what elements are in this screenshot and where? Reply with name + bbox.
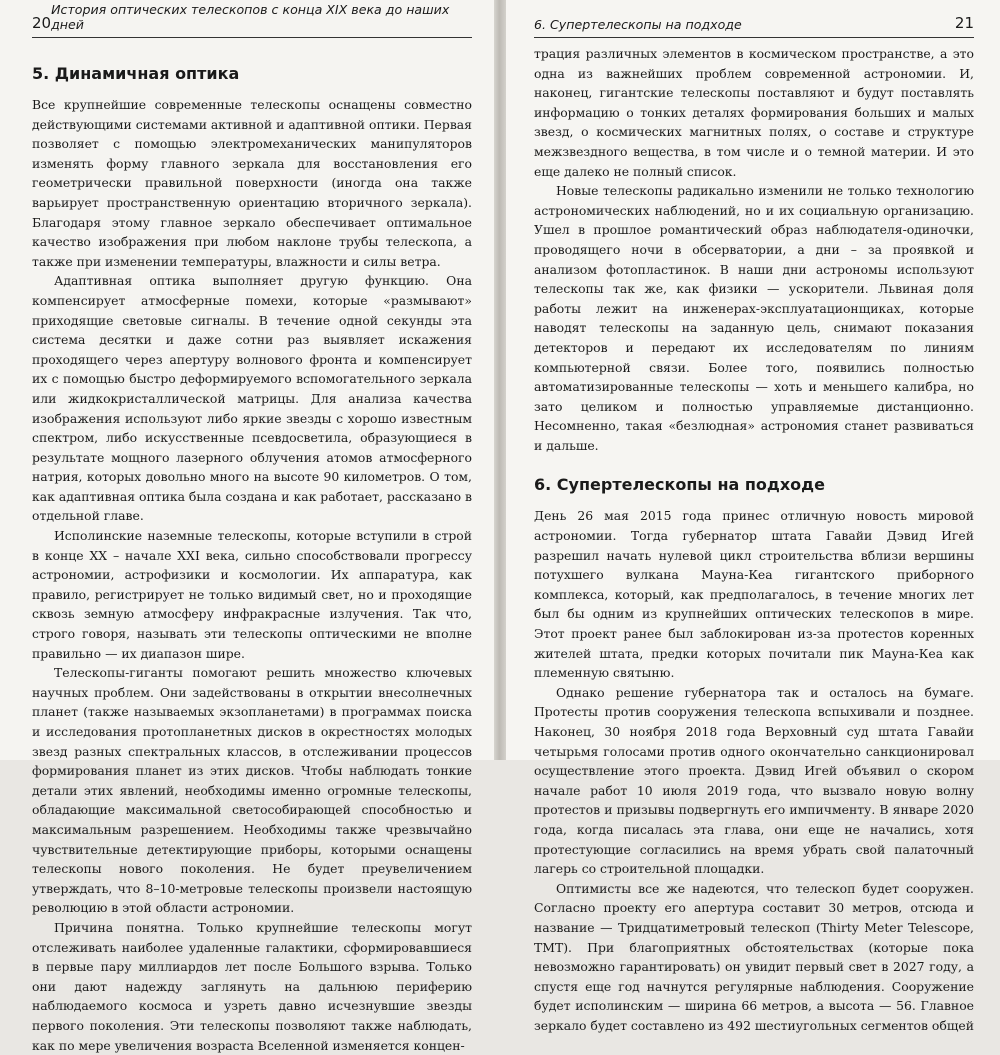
section-heading-5: 5. Динамичная оптика [32, 64, 240, 83]
right-page [506, 0, 1000, 1033]
right-page-number: 21 [954, 14, 974, 32]
left-running-head [32, 0, 472, 38]
book-gutter [494, 0, 506, 760]
right-running-head [534, 0, 974, 38]
right-paragraph: Оптимисты все же надеются, что телескоп будет сооружен. Согласно проекту его апертура составит 30 метров, отсюда и название — Тридцатиметровый телескоп (Thirty Meter Telescope, TMT). При благоприятных обстоятельствах (которые пока невозможно гарантировать) он увидит первый свет в 2027 году, а спустя еще год начнутся регулярные наблюдения. Сооружение будет исполинским — ширина 66 метров, а высота — 56. Главное зеркало будет составлено из 492 шестиугольных сегментов общей [534, 880, 974, 1033]
right-paragraph: День 26 мая 2015 года принес отличную новость мировой астрономии. Тогда губернатор штата Гавайи Дэвид Игей разрешил начать нулевой цикл строительства вблизи вершины потухшего вулкана Мауна-Кеа гигантского приборного комплекса, который, как предполагалось, в течение многих лет был бы одним из крупнейших оптических телескопов в мире. Этот проект ранее был заблокирован из-за протестов коренных жителей штата, предки которых почитали пик Мауна-Кеа как племенную святыню. [534, 508, 974, 681]
right-paragraph: Однако решение губернатора так и осталось на бумаге. Протесты против сооружения телескопа вспыхивали и позднее. Наконец, 30 ноября 2018 года Верховный суд штата Гавайи четырьмя голосами против одного окончательно санкционировал осуществление этого проекта. Дэвид Игей объявил о скором начале работ 10 июля 2019 года, что вызвало новую волну протестов и призывы подвергнуть его импичменту. В январе 2020 года, когда писалась эта глава, они еще не начались, хотя протестующие согласились на время убрать свой палаточный лагерь со строительной площадки. [534, 684, 974, 877]
section-heading-6: 6. Супертелескопы на подходе [534, 475, 825, 495]
left-running-title: История оптических телескопов с конца XIX века до наших дней [51, 2, 450, 32]
right-paragraph: трация различных элементов в космическом пространстве, а это одна из важнейших проблем современной астрономии. И, наконец, гигантские телескопы поставляют и будут поставлять информацию о тонких деталях формирования больших и малых звезд, о космических магнитных полях, о составе и структуре межзвездного вещества, в том числе и о темной материи. И это еще далеко не полный список. [534, 46, 974, 179]
right-paragraph: Новые телескопы радикально изменили не только технологию астрономических наблюдений, но и их социальную организацию. Ушел в прошлое романтический образ наблюдателя-одиночки, проводящего ночи в обсерватории, а дни – за проявкой и анализом фотопластинок. В наши дни астрономы используют телескопы так же, как физики — ускорители. Львиная доля работы лежит на инженерах-эксплуатационщиках, которые наводят телескопы на заданную цель, снимают показания детекторов и передают их исследователям по линиям компьютерной связи. Более того, появились полностью автоматизированные телескопы — хоть и меньшего калибра, но зато целиком и полностью управляемые дистанционно. Несомненно, такая «безлюдная» астрономия станет развиваться и дальше. [534, 183, 974, 453]
left-page [0, 0, 494, 1053]
left-page-number: 20 [32, 14, 52, 32]
left-paragraph: Адаптивная оптика выполняет другую функцию. Она компенсирует атмосферные помехи, которые «размывают» приходящие световые сигналы. В течение одной секунды эта система десятки и даже сотни раз выявляет искажения проходящего через апертуру волнового фронта и компенсирует их с помощью быстро деформируемого вспомогательного зеркала или жидкокристаллической матрицы. Для анализа качества изображения используют либо яркие звезды с хорошо известным спектром, либо искусственные псевдосветила, образующиеся в результате мощного лазерного облучения атомов атмосферного натрия, которых довольно много на высоте 90 километров. О том, как адаптивная оптика была создана и как работает, рассказано в отдельной главе. [32, 273, 472, 524]
left-paragraph: Причина понятна. Только крупнейшие телескопы могут отслеживать наиболее удаленные галактики, сформировавшиеся в первые пару миллиардов лет после Большого взрыва. Только они дают надежду заглянуть на дальнюю периферию наблюдаемого космоса и узреть давно исчезнувшие звезды первого поколения. Эти телескопы позволяют также наблюдать, как по мере увеличения возраста Вселенной изменяется концен- [32, 919, 472, 1053]
continued-text [534, 44, 974, 455]
right-running-title: 6. Супертелескопы на подходе [534, 17, 742, 32]
left-paragraph: Все крупнейшие современные телескопы оснащены совместно действующими системами активной и адаптивной оптики. Первая позволяет с помощью электромеханических манипуляторов изменять форму главного зеркала для восстановления его геометрически правильной поверхности (иногда она также варьирует пространственную ориентацию вторичного зеркала). Благодаря этому главное зеркало обеспечивает оптимальное качество изображения при любом наклоне трубы телескопа, а также при изменении температуры, влажности и силы ветра. [32, 97, 472, 269]
left-paragraph: Телескопы-гиганты помогают решить множество ключевых научных проблем. Они задействованы в открытии внесолнечных планет (также называемых экзопланетами) в программах поиска и исследования протопланетных дисков в окрестностях молодых звезд разных спектральных классов, в отслеживании процессов формирования планет из этих дисков. Чтобы наблюдать тонкие детали этих явлений, необходимы именно огромные телескопы, обладающие максимальной светособирающей способностью и максимальным разрешением. Необходимы также чрезвычайно чувствительные детектирующие приборы, которыми оснащены телескопы нового поколения. Не будет преувеличением утверждать, что 8–10-метровые телескопы произвели настоящую революцию в этой области астрономии. [32, 665, 472, 916]
left-paragraph: Исполинские наземные телескопы, которые вступили в строй в конце XX – начале XXI века, сильно способствовали прогрессу астрономии, астрофизики и космологии. Их аппаратура, как правило, регистрирует не только видимый свет, но и проходящие сквозь земную атмосферу инфракрасные излучения. Так что, строго говоря, называть эти телескопы оптическими не вполне правильно — их диапазон шире. [32, 528, 472, 661]
